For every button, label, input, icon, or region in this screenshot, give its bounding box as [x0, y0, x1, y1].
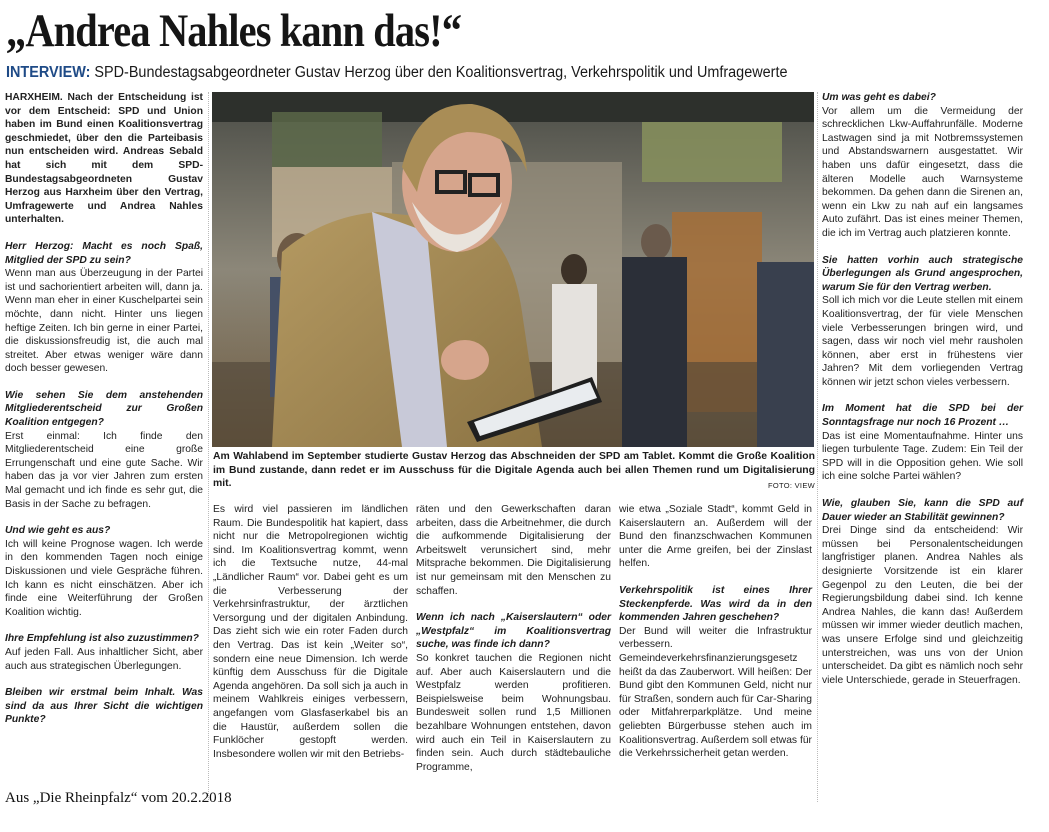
lead-text: Nach der Entscheidung ist vor dem Entscheid: SPD und Union haben im Bund einen Koalitionsvertrag geschmiedet, über den die Parteibasis nun entscheiden wird. Andreas Sebald hat sich mit dem SPD-Bundestagsabgeordneten Gustav Herzog aus Harxheim über den Vertrag, Umfragewerte und Andrea Nahles unterhalten. — [5, 92, 203, 226]
answer: Ich will keine Prognose wagen. Ich werde in den kommenden Tagen noch einige Diskussionen und viele Gespräche führen. Ich kann es nicht einschätzen. Aber ich finde eine Weiterführung der Großen Koalition wichtig. — [5, 538, 203, 618]
answer: So konkret tauchen die Regionen nicht auf. Aber auch Kaiserslautern und die Westpfalz werden profitieren. Beispielsweise beim Wohnungsbau. Bundesweit sollen rund 1,5 Millionen bezahlbare Wohnungen entstehen, davon wird auch ein Teil in Kaiserslautern zu finden sein. Auch durch städtebauliche Programme, — [416, 652, 611, 773]
answer: Es wird viel passieren im ländlichen Raum. Die Bundespolitik hat kapiert, dass nicht nur die Metropolregionen wichtig sind. Im Koalitionsvertrag kommt, wenn ich die Textsuche nutze, 44-mal „Ländlicher Raum“ vor. Dabei geht es um die Verbesserung der Verkehrsinfrastruktur, der ärztlichen Versorgung und der digitalen Anbindung. Das zieht sich wie ein roter Faden durch den Vertrag. Das ist kein „Weiter so“, sondern eine neue Dimension. Ich werde künftig dem Ausschuss für die Digitale Agenda angehören. Da soll sich ja auch in meinem Wahlkreis einiges verbessern, angefangen vom Glasfaserkabel bis an die Haustür, außerdem sollen die Funklöcher gestopft werden. Insbesondere wollen wir mit den Betriebs- — [213, 504, 408, 760]
answer: wie etwa „Soziale Stadt“, kommt Geld in Kaiserslautern an. Außerdem will der Bund den finanzschwachen Kommunen unter die Arme greifen, bei der Zinslast helfen. — [619, 504, 812, 570]
answer: Drei Dinge sind da entscheidend: Wir müssen bei Personalentscheidungen langfristiger planen. Andrea Nahles als designierte Vorsitzende ist ein klarer Gegenpol zu den Leuten, die bei der Regierungsbildung dabei sind. Ich kenne Andrea Nahles, die kann das! Außerdem müssen wir immer wieder deutlich machen, was unsere Erfolge sind und gleichzeitig unterstreichen, was uns von der Union unterscheidet. Da gibt es nämlich noch sehr viele Unterschiede, gerade in Steuerfragen. — [822, 525, 1023, 686]
question: Im Moment hat die SPD bei der Sonntagsfrage nur noch 16 Prozent … — [822, 403, 1023, 429]
answer: Soll ich mich vor die Leute stellen mit einem Koalitionsvertrag, der für viele Menschen viele Verbesserungen bringen wird, und sagen, dass wir noch viel mehr rausholen können, aber erst in frühestens vier Jahren? Mit dem vorliegenden Vertrag können wir jetzt schon vieles verbessern. — [822, 295, 1023, 388]
column-3 — [416, 503, 611, 774]
column-1 — [5, 91, 203, 727]
photo-credit: FOTO: VIEW — [767, 481, 815, 490]
answer: räten und den Gewerkschaften daran arbeiten, dass die Arbeitnehmer, die durch die aufkommende Digitalisierung der Arbeitswelt verunsichert sind, mehr Mitsprache bekommen. Die Digitalisierung ist nur gemeinsam mit den Menschen zu schaffen. — [416, 504, 611, 597]
column-2 — [213, 503, 408, 761]
column-4 — [619, 503, 812, 761]
answer: Das ist eine Momentaufnahme. Hinter uns liegen turbulente Tage. Zudem: Ein Teil der SPD will in die Opposition gehen. Wie soll ich eine solche Partei wählen? — [822, 430, 1023, 483]
column-divider — [817, 92, 818, 802]
column-divider — [208, 92, 209, 802]
caption-text: Am Wahlabend im September studierte Gustav Herzog das Abschneiden der SPD am Tablet. Kommt die Große Koalition im Bund zustande, dann redet er im Ausschuss für die Digitale Agenda auch bei allen Themen rund um Digitalisierung mit. — [213, 451, 815, 489]
subheadline-text: SPD-Bundestagsabgeordneter Gustav Herzog über den Koalitionsvertrag, Verkehrspolitik und Umfragewerte — [90, 64, 788, 81]
article-photo — [212, 92, 814, 447]
question: Herr Herzog: Macht es noch Spaß, Mitglied der SPD zu sein? — [5, 240, 203, 266]
subheadline — [6, 63, 973, 83]
question: Ihre Empfehlung ist also zuzustimmen? — [5, 633, 199, 645]
answer: Erst einmal: Ich finde den Mitgliederentscheid eine große Errungenschaft und eine gute Sache. Wir haben das ja vor vier Jahren zum ersten Mal gemacht und ich finde es sehr gut, die Basis in der Sache zu befragen. — [5, 430, 203, 510]
column-5 — [822, 91, 1023, 687]
answer: Auf jeden Fall. Aus inhaltlicher Sicht, aber auch aus strategischen Überlegungen. — [5, 646, 203, 672]
question: Wie sehen Sie dem anstehenden Mitgliederentscheid zur Großen Koalition entgegen? — [5, 389, 203, 429]
dateline: HARXHEIM. — [5, 92, 63, 103]
question: Bleiben wir erstmal beim Inhalt. Was sind da aus Ihrer Sicht die wichtigen Punkte? — [5, 687, 203, 726]
kicker-interview: INTERVIEW: — [6, 64, 91, 81]
source-note: Aus „Die Rheinpfalz“ vom 20.2.2018 — [5, 790, 232, 806]
question: Verkehrspolitik ist eines Ihrer Steckenpferde. Was wird da in den kommenden Jahren geschehen? — [619, 584, 812, 624]
photo-caption — [213, 450, 815, 493]
lead-paragraph — [5, 91, 203, 227]
answer: Vor allem um die Vermeidung der schrecklichen Lkw-Auffahrunfälle. Moderne Lastwagen sind ja mit Notbremssystemen und Abstandswarnern ausgestattet. Wir haben uns dafür eingesetzt, dass die älteren Modelle auch Warnsysteme bekommen. Da gehen dann die Sirenen an, wenn ein Lkw zu nah auf ein langsames Auto zufährt. Das ist eines meiner Themen, die ich im Vertrag auch platzieren konnte. — [822, 105, 1023, 239]
answer: Der Bund will weiter die Infrastruktur verbessern. Gemeindeverkehrsfinanzierungsgesetz heißt da das Zauberwort. Will heißen: Der Bund gibt den Kommunen Geld, nicht nur für Straßen, sondern auch für Car-Sharing oder Mitfahrerparkplätze. Und meine geliebten Bürgerbusse stehen auch im Koalitionsvertrag. Außerdem soll etwas für die Verkehrssicherheit getan werden. — [619, 625, 812, 760]
photo-illustration — [212, 92, 814, 447]
question: Und wie geht es aus? — [5, 525, 111, 537]
question: Um was geht es dabei? — [822, 92, 936, 103]
question: Wenn ich nach „Kaiserslautern“ oder „Westpfalz“ im Koalitionsvertrag suche, was finde ich dann? — [416, 612, 611, 651]
question: Wie, glauben Sie, kann die SPD auf Dauer wieder an Stabilität gewinnen? — [822, 498, 1023, 523]
question: Sie hatten vorhin auch strategische Überlegungen als Grund angesprochen, warum Sie für den Vertrag werben. — [822, 254, 1023, 293]
answer: Wenn man aus Überzeugung in der Partei ist und sachorientiert arbeiten will, dann ja. Wenn man eher in einer Kuschelpartei sein möchte, dann nicht. Hinter uns liegen heftige Zeiten. Ich bin gerne in einer Partei, die diskussionsfreudig ist, die auch mal streitet. Aber etwas weniger wäre dann doch besser gewesen. — [5, 268, 203, 375]
headline: „Andrea Nahles kann das!“ — [6, 5, 462, 57]
